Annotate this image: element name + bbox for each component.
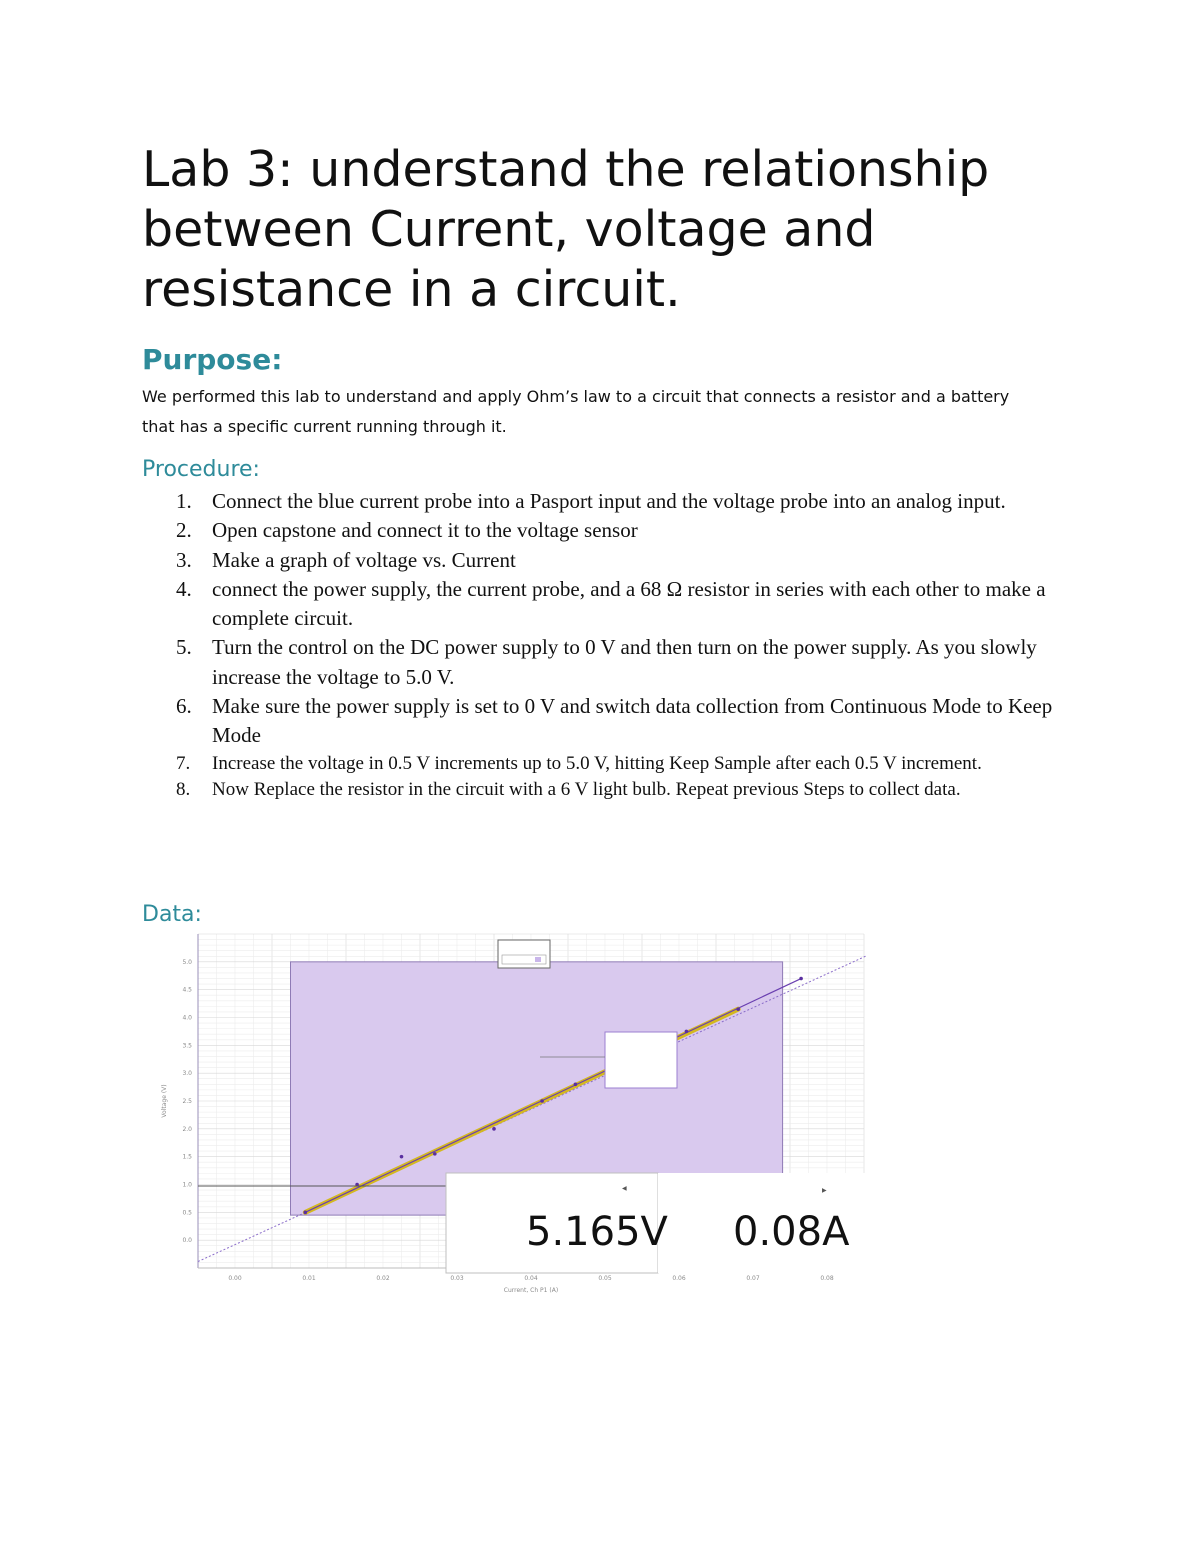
data-heading: Data: <box>142 902 202 927</box>
data-point <box>799 977 803 981</box>
purpose-text: We performed this lab to understand and apply Ohm’s law to a circuit that connects a resistor and a battery that has a specific current running through it. <box>142 387 1010 436</box>
x-tick-label: 0.00 <box>228 1275 242 1282</box>
x-axis-label: Current, Ch P1 (A) <box>503 1287 559 1294</box>
legend-swatch <box>535 957 541 962</box>
capstone-graph-screenshot <box>150 930 866 1315</box>
list-item: 4. connect the power supply, the current probe, and a 68 Ω resistor in series with each other to make a complete circuit. <box>176 576 1046 631</box>
list-item: 7. Increase the voltage in 0.5 V increments up to 5.0 V, hitting Keep Sample after each 0.5 V increment. <box>176 752 982 774</box>
x-tick-label: 0.02 <box>376 1275 390 1282</box>
run-arrow-icon: ▶ <box>822 1187 827 1194</box>
procedure-list <box>142 487 1062 804</box>
y-tick-label: 5.0 <box>182 958 192 966</box>
data-point <box>400 1155 404 1159</box>
page-title: Lab 3: understand the relationship between Current, voltage and resistance in a circuit. <box>142 141 990 318</box>
y-tick-label: 4.0 <box>182 1014 192 1022</box>
data-point <box>736 1007 740 1011</box>
list-item: 1. Connect the blue current probe into a Pasport input and the voltage probe into an analog input. <box>176 489 1006 513</box>
y-tick-label: 3.5 <box>182 1042 192 1050</box>
step-text: Turn the control on the DC power supply to 0 V and then turn on the power supply. As you slowly increase the voltage to 5.0 V. <box>212 635 1037 689</box>
list-item: 2. Open capstone and connect it to the voltage sensor <box>176 518 638 543</box>
readout-arrow-icon: ◀ <box>622 1185 627 1192</box>
data-point <box>492 1127 496 1131</box>
step-text: Make a graph of voltage vs. Current <box>212 547 516 572</box>
data-point <box>433 1152 437 1156</box>
y-tick-label: 0.0 <box>182 1237 192 1245</box>
voltage-current-graph <box>150 930 866 1315</box>
x-tick-label: 0.07 <box>746 1275 760 1282</box>
data-point <box>574 1083 578 1087</box>
list-item: 6. Make sure the power supply is set to 0 V and switch data collection from Continuous Mode to Keep Mode <box>176 694 1053 748</box>
y-tick-label: 1.0 <box>182 1181 192 1189</box>
y-tick-label: 4.5 <box>182 986 192 994</box>
current-readout: 0.08A <box>733 1209 850 1255</box>
data-point <box>685 1030 689 1034</box>
purpose-heading: Purpose: <box>142 343 283 376</box>
data-point <box>304 1211 308 1215</box>
y-tick-label: 0.5 <box>182 1209 192 1217</box>
data-point <box>540 1099 544 1103</box>
voltage-readout: 5.165V <box>526 1209 668 1255</box>
step-text: Increase the voltage in 0.5 V increments up to 5.0 V, hitting Keep Sample after each 0.5 V increment. <box>212 752 982 774</box>
step-text: Open capstone and connect it to the voltage sensor <box>212 518 638 543</box>
x-tick-label: 0.03 <box>450 1275 464 1282</box>
y-tick-label: 2.5 <box>182 1098 192 1105</box>
step-text: Make sure the power supply is set to 0 V and switch data collection from Continuous Mode to Keep Mode <box>212 694 1053 748</box>
step-text: Connect the blue current probe into a Pasport input and the voltage probe into an analog input. <box>212 489 1006 513</box>
list-item: 3. Make a graph of voltage vs. Current <box>176 547 516 572</box>
y-tick-label: 3.0 <box>182 1070 192 1078</box>
procedure-heading: Procedure: <box>142 457 260 482</box>
list-item: 8. Now Replace the resistor in the circuit with a 6 V light bulb. Repeat previous Steps to collect data. <box>176 779 961 801</box>
x-tick-label: 0.06 <box>672 1275 686 1282</box>
y-tick-label: 1.5 <box>182 1153 192 1161</box>
y-axis-label: Voltage (V) <box>161 1084 168 1118</box>
list-item: 5. Turn the control on the DC power supply to 0 V and then turn on the power supply. As you slowly increase the voltage to 5.0 V. <box>176 635 1037 689</box>
x-tick-label: 0.08 <box>820 1275 834 1282</box>
fit-parameters-box <box>605 1032 677 1088</box>
step-text: Now Replace the resistor in the circuit with a 6 V light bulb. Repeat previous Steps to collect data. <box>212 779 961 801</box>
y-tick-label: 2.0 <box>182 1125 192 1133</box>
x-tick-label: 0.01 <box>302 1275 316 1282</box>
x-tick-label: 0.04 <box>524 1275 538 1282</box>
step-text: connect the power supply, the current probe, and a 68 Ω resistor in series with each other to make a complete circuit. <box>212 576 1046 631</box>
x-tick-label: 0.05 <box>598 1275 612 1282</box>
